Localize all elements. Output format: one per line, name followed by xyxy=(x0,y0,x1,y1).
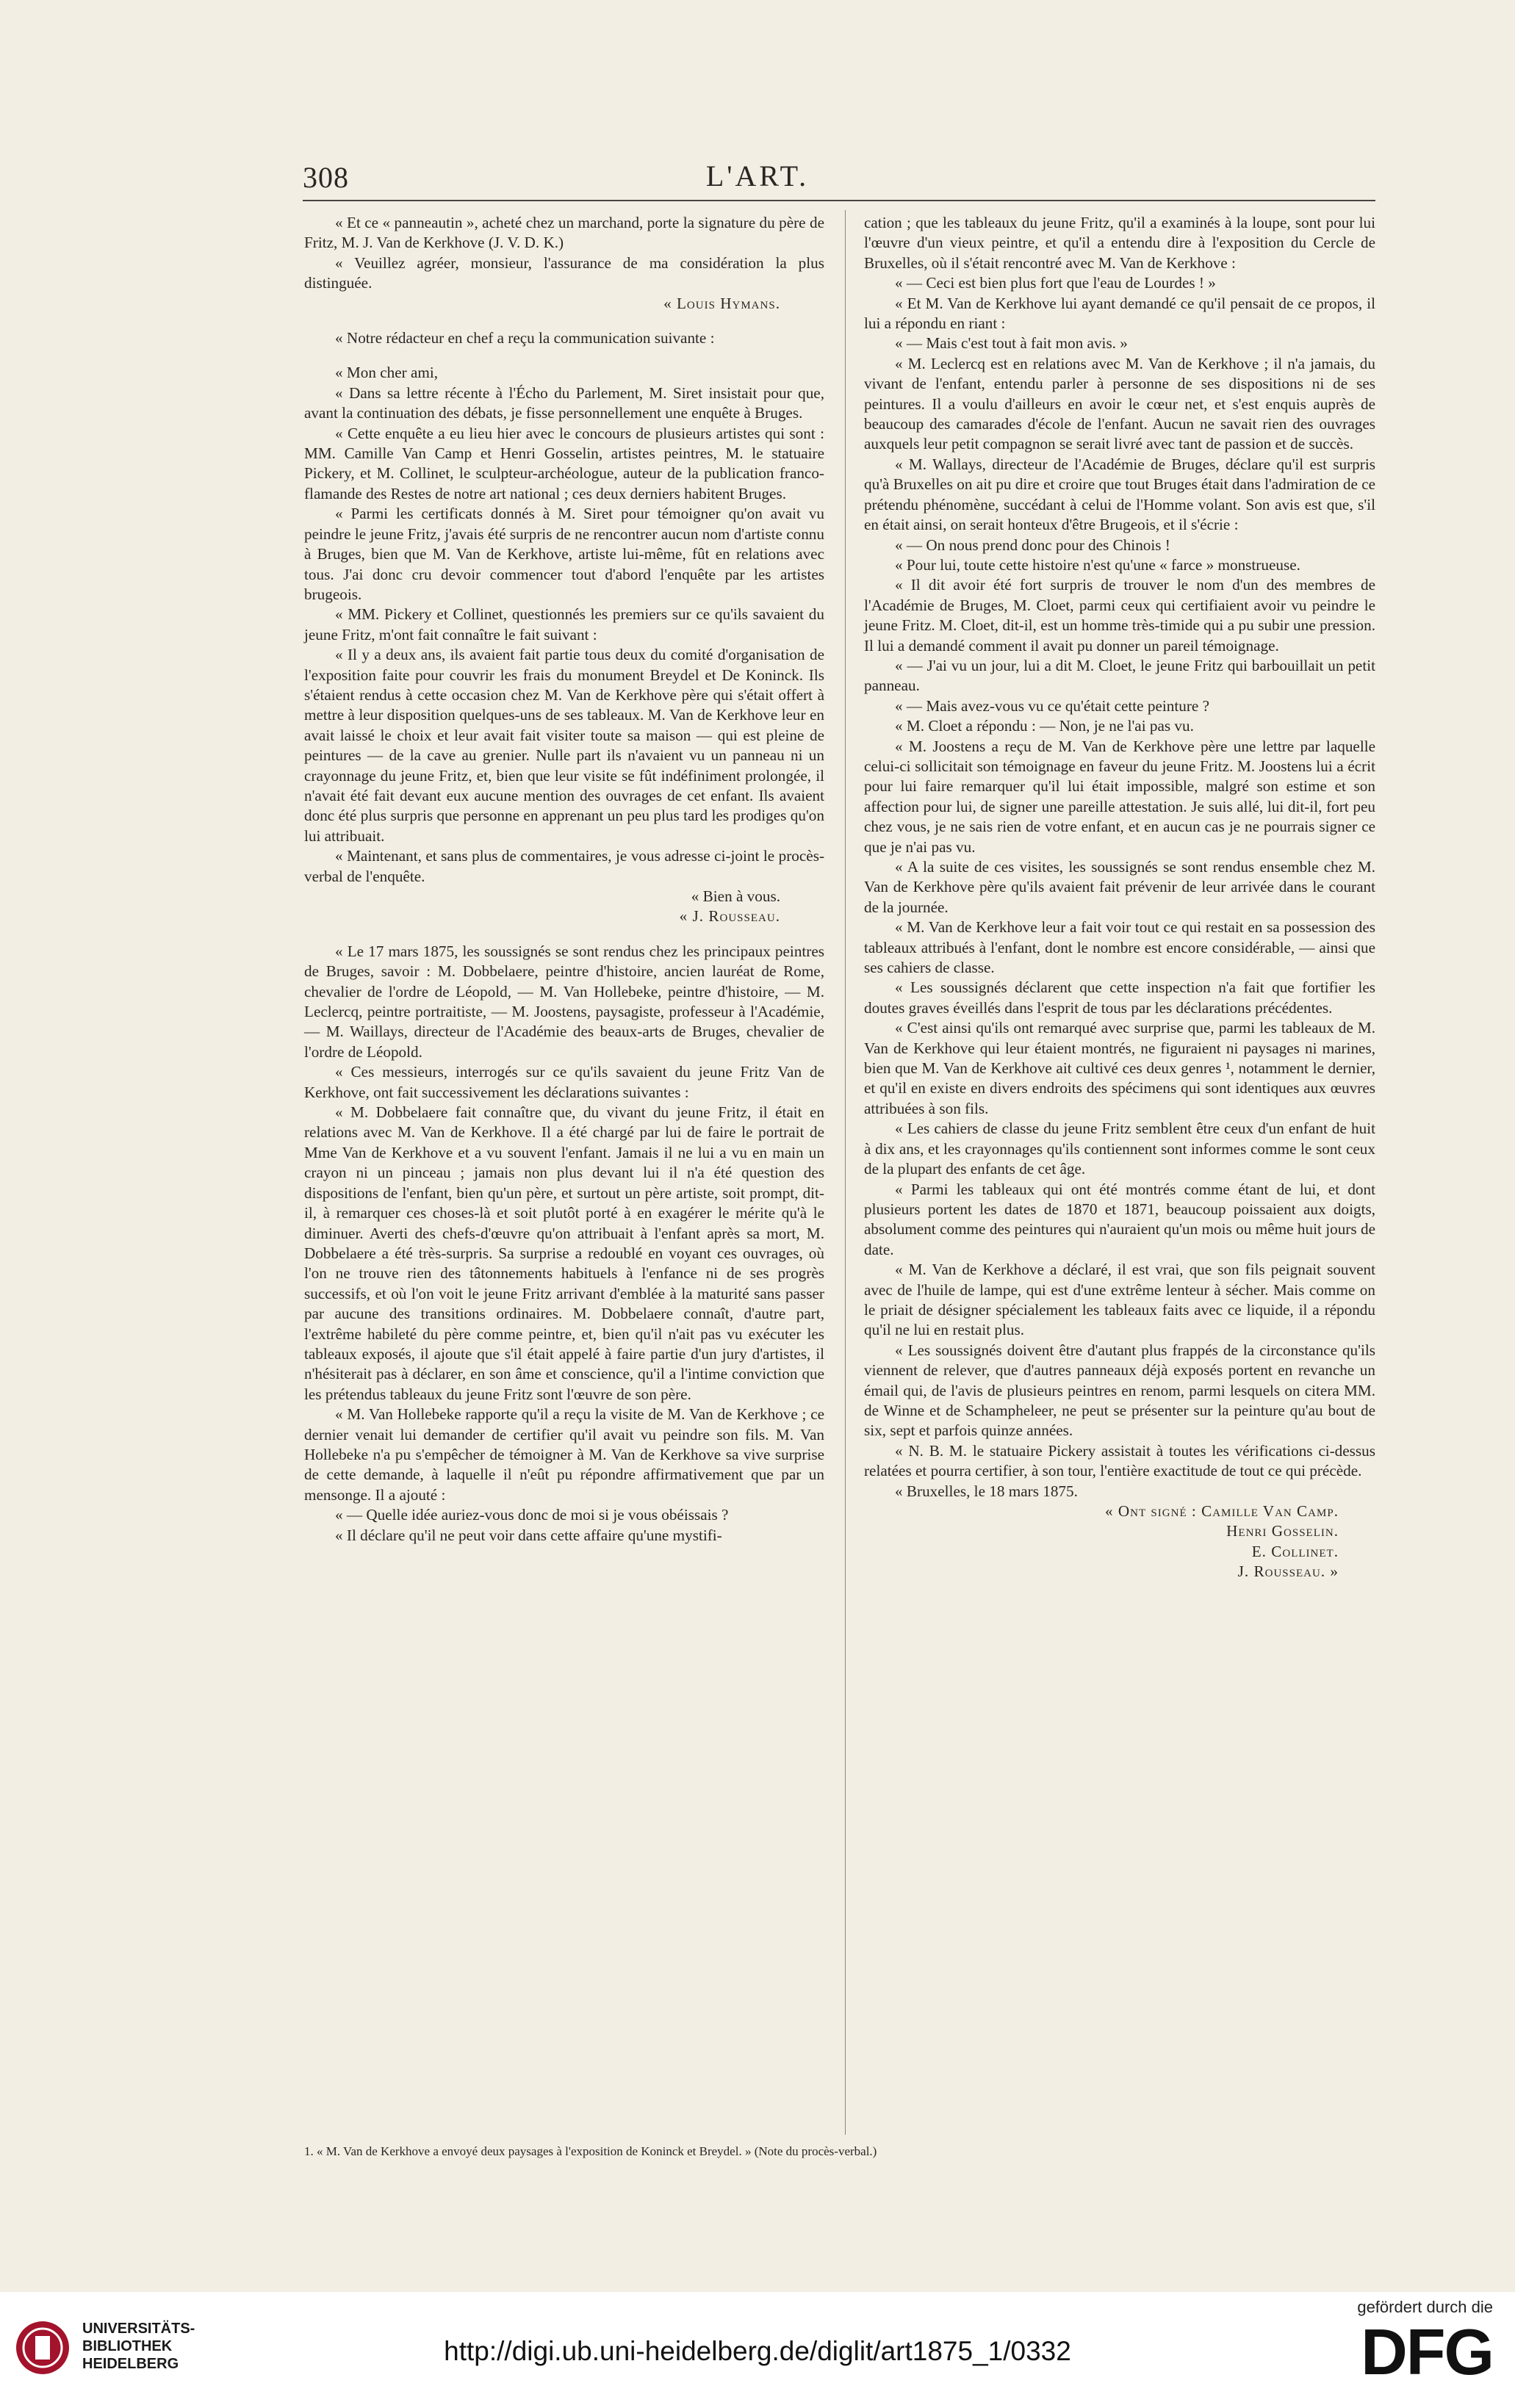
paragraph: « Les soussignés doivent être d'autant plus frappés de la circonstance qu'ils viennent de relever, que d'autres panneaux déjà exposés portent en revanche un émail qui, de l'avis de plusieurs peintres en renom, parmi lesquels on citera MM. de Winne et de Schampheleer, ne peut se présenter sur la peinture qu'au bout de six, sept et parfois quinze années. xyxy=(864,1341,1375,1440)
paragraph: « — J'ai vu un jour, lui a dit M. Cloet, le jeune Fritz qui barbouillait un petit panneau. xyxy=(864,656,1375,695)
column-divider xyxy=(845,210,846,2135)
paragraph: « M. Van de Kerkhove a déclaré, il est vrai, que son fils peignait souvent avec de l'huile de lampe, qui est d'une extrême lenteur à sécher. Mais comme on le priait de désigner spécialement les tableaux faits avec ce liquide, il a répondu qu'il ne lui en restait plus. xyxy=(864,1261,1375,1339)
paragraph: « M. Dobbelaere fait connaître que, du vivant du jeune Fritz, il était en relations avec M. Van de Kerkhove. Il a été chargé par lui de faire le portrait de Mme Van de Kerkhove et a vu souvent l'enfant. Jamais il ne lui a vu en main un crayon ni un pinceau ; jamais non plus devant lui il n'a été question des dispositions de l'enfant, bien qu'un père, et surtout un père artiste, soit prompt, dit-il, à remarquer ces choses-là et soit plutôt porté à en exagérer le mérite qu'à le diminuer. Averti des chefs-d'œuvre qu'on attribuait à l'enfant après sa mort, M. Dobbelaere a été très-surpris. Sa surprise a redoublé en voyant ces ouvrages, où l'on ne trouve rien des tâtonnements habituels à l'enfance ni de ses progrès successifs, et où l'on voit le jeune Fritz arrivant d'emblée à la maturité sans passer par aucune des transitions ordinaires. M. Dobbelaere connaît, d'autre part, l'extrême habileté du père comme peintre, et, bien qu'il n'ait pas vu exécuter les tableaux exposés, il ajoute que s'il était appelé à faire partie d'un jury d'artistes, il n'hésiterait pas à déclarer, en son âme et conscience, qu'il a l'intime conviction que les prétendus tableaux du jeune Fritz sont l'œuvre de son père. xyxy=(304,1103,824,1403)
dateline: « Bruxelles, le 18 mars 1875. xyxy=(895,1482,1078,1500)
paragraph: « M. Van de Kerkhove leur a fait voir tout ce qui restait en sa possession des tableaux attribués à l'enfant, dont le nombre est encore considérable, — ainsi que ses cahiers de classe. xyxy=(864,918,1375,977)
paragraph: « A la suite de ces visites, les soussignés se sont rendus ensemble chez M. Van de Kerkhove père qu'ils avaient fait prévenir de leur arrivée dans le courant de la journée. xyxy=(864,858,1375,916)
footnote: 1. « M. Van de Kerkhove a envoyé deux paysages à l'exposition de Koninck et Breydel. » (Note du procès-verbal.) xyxy=(304,2144,877,2158)
page-number: 308 xyxy=(303,161,349,194)
paragraph: « Veuillez agréer, monsieur, l'assurance de ma considération la plus distinguée. xyxy=(304,253,824,292)
paragraph: « Pour lui, toute cette histoire n'est qu'une « farce » monstrueuse. xyxy=(895,555,1300,574)
signature: « J. Rousseau. xyxy=(679,907,780,926)
paragraph: « C'est ainsi qu'ils ont remarqué avec surprise que, parmi les tableaux de M. Van de Kerkhove qui leur étaient montrés, ne figuraient ni paysages ni marines, bien que M. Van de Kerkhove ait cultivé ces deux genres ¹, notamment le dernier, et qu'il en existe en divers endroits des spécimens qui sont identiques aux œuvres attribuées à son fils. xyxy=(864,1019,1375,1117)
paragraph: « Il dit avoir été fort surpris de trouver le nom d'un des membres de l'Académie de Bruges, M. Cloet, parmi ceux qui certifiaient avoir vu peindre le jeune Fritz. M. Cloet, dit-il, est un homme très-timide qui a pu subir une pression. Il lui a demandé comment il avait pu donner un pareil témoignage. xyxy=(864,576,1375,655)
header-rule xyxy=(303,200,1375,201)
paragraph: cation ; que les tableaux du jeune Fritz, qu'il a examinés à la loupe, sont pour lui l'œuvre d'un vieux peintre, et qu'il a entendu dire à l'exposition du Cercle de Bruxelles, où il s'était rencontré avec M. Van de Kerkhove : xyxy=(864,214,1375,272)
paragraph: « M. Leclercq est en relations avec M. Van de Kerkhove ; il n'a jamais, du vivant de l'enfant, entendu parler à personne de ses dispositions ni de ses peintures. Il a voulu d'ailleurs en avoir le cœur net, et s'est enquis auprès de beaucoup des camarades d'école de l'enfant. Aucun ne savait rien des ouvrages auxquels leur petit compagnon se serait livré avec tant de passion et de succès. xyxy=(864,354,1375,453)
paragraph: « Notre rédacteur en chef a reçu la communication suivante : xyxy=(335,329,715,347)
paragraph: « Cette enquête a eu lieu hier avec le concours de plusieurs artistes qui sont : MM. Camille Van Camp et Henri Gosselin, artistes peintres, M. le statuaire Pickery, et M. Collinet, le sculpteur-archéologue, auteur de la publication franco-flamande des Restes de notre art national ; ces deux derniers habitent Bruges. xyxy=(304,424,824,502)
paragraph: « Dans sa lettre récente à l'Écho du Parlement, M. Siret insistait pour que, avant la continuation des débats, je fisse personnellement une enquête à Bruges. xyxy=(304,383,824,422)
sponsor-text: gefördert durch die xyxy=(1357,2298,1493,2316)
paragraph: « — Ceci est bien plus fort que l'eau de Lourdes ! » xyxy=(895,274,1216,292)
paragraph: « N. B. M. le statuaire Pickery assistait à toutes les vérifications ci-dessus relatées et pourra certifier, à son tour, l'entière exactitude de tout ce qui précède. xyxy=(864,1441,1375,1480)
paragraph: « — Quelle idée auriez-vous donc de moi si je vous obéissais ? xyxy=(335,1506,729,1524)
dfg-logo-icon: DFG xyxy=(1361,2315,1493,2388)
signature: « Louis Hymans. xyxy=(663,294,780,312)
paragraph: « MM. Pickery et Collinet, questionnés les premiers sur ce qu'ils savaient du jeune Fritz, m'ont fait connaître le fait suivant : xyxy=(304,605,824,644)
paragraph: « Les cahiers de classe du jeune Fritz semblent être ceux d'un enfant de huit à dix ans, et les crayonnages qu'ils contiennent sont informes comme le sont ceux de la plupart des enfants de cet âge. xyxy=(864,1120,1375,1178)
source-url[interactable]: http://digi.ub.uni-heidelberg.de/diglit/art1875_1/0332 xyxy=(444,2336,1071,2366)
paragraph: « Il déclare qu'il ne peut voir dans cette affaire qu'une mystifi- xyxy=(335,1526,722,1544)
paragraph: « Ces messieurs, interrogés sur ce qu'ils savaient du jeune Fritz Van de Kerkhove, ont fait successivement les déclarations suivantes : xyxy=(304,1063,824,1101)
signatory: J. Rousseau. » xyxy=(1237,1562,1339,1581)
closing: « Bien à vous. xyxy=(691,887,780,905)
left-column xyxy=(304,213,824,1546)
sponsor-logo[interactable] xyxy=(1287,2298,1493,2401)
running-head: L'ART. xyxy=(705,159,810,192)
paragraph: « — On nous prend donc pour des Chinois ! xyxy=(895,536,1170,554)
library-name: UNIVERSITÄTS- BIBLIOTHEK HEIDELBERG xyxy=(82,2321,195,2372)
paragraph: « M. Joostens a reçu de M. Van de Kerkhove père une lettre par laquelle celui-ci sollicitait son témoignage en faveur du jeune Fritz. M. Joostens lui a écrit pour lui faire remarquer qu'il lui était impossible, malgré son estime et son affection pour lui, de signer une pareille attestation. Je suis allé, lui dit-il, fort peu chez vous, je ne sais rien de votre enfant, et en aucun cas je ne pourrais signer ce que je n'ai pas vu. xyxy=(864,737,1375,856)
paragraph: « M. Van Hollebeke rapporte qu'il a reçu la visite de M. Van de Kerkhove ; ce dernier venait lui demander de certifier qu'il avait vu peindre son fils. M. Van Hollebeke n'a pu s'empêcher de témoigner à M. Van de Kerkhove sa vive surprise de cette demande, à laquelle il n'eût pu répondre affirmativement que par un mensonge. Il a ajouté : xyxy=(304,1405,824,1504)
signatory: « Ont signé : Camille Van Camp. xyxy=(1104,1502,1339,1520)
paragraph: « Parmi les certificats donnés à M. Siret pour témoigner qu'on avait vu peindre le jeune Fritz, j'avais été surpris de ne rencontrer aucun nom d'artiste connu à Bruges, bien que M. Van de Kerkhove, artiste lui-même, fût en relations avec tous. J'ai donc cru devoir commencer tout d'abord l'enquête par les artistes brugeois. xyxy=(304,505,824,603)
paragraph: « — Mais avez-vous vu ce qu'était cette peinture ? xyxy=(895,696,1209,715)
paragraph: « Parmi les tableaux qui ont été montrés comme étant de lui, et dont plusieurs portent les dates de 1870 et 1871, beaucoup poissaient aux doigts, absolument comme des peintures qui n'auraient qu'un mois ou même huit jours de date. xyxy=(864,1180,1375,1258)
signatory: Henri Gosselin. xyxy=(1226,1522,1339,1540)
paragraph: « Maintenant, et sans plus de commentaires, je vous adresse ci-joint le procès-verbal de l'enquête. xyxy=(304,847,824,885)
paragraph: « M. Cloet a répondu : — Non, je ne l'ai pas vu. xyxy=(895,717,1194,735)
right-column xyxy=(864,213,1375,1582)
paragraph: « Et M. Van de Kerkhove lui ayant demandé ce qu'il pensait de ce propos, il lui a répondu en riant : xyxy=(864,294,1375,333)
paragraph: « Il y a deux ans, ils avaient fait partie tous deux du comité d'organisation de l'exposition faite pour couvrir les frais du monument Breydel et De Koninck. Ils s'étaient rendus à cette occasion chez M. Van de Kerkhove père qui s'était offert à mettre à leur disposition quelques-uns de ses tableaux. M. Van de Kerkhove leur en avait laissé le choix et leur avait fait visiter toute sa maison — qui est pleine de peintures — de la cave au grenier. Nulle part ils n'avaient vu un panneau ni un crayonnage du jeune Fritz, et, bien que leur visite se fût indéfiniment prolongée, il n'avait été fait devant eux aucune mention des ouvrages de cet enfant. Ils avaient donc été plus surpris que personne en apprenant un peu plus tard les prodiges qu'on lui attribuait. xyxy=(304,646,824,845)
paragraph: « — Mais c'est tout à fait mon avis. » xyxy=(895,334,1128,353)
salutation: « Mon cher ami, xyxy=(335,364,439,382)
paragraph: « Et ce « panneautin », acheté chez un marchand, porte la signature du père de Fritz, M. J. Van de Kerkhove (J. V. D. K.) xyxy=(304,214,824,252)
paragraph: « M. Wallays, directeur de l'Académie de Bruges, déclare qu'il est surpris qu'à Bruxelles on ait pu dire et croire que tout Bruges était dans l'admiration de ce prétendu phénomène, succédant à celui de l'Homme volant. Son avis est que, s'il en était ainsi, on serait honteux d'être Brugeois, et il s'écrie : xyxy=(864,455,1375,534)
paragraph: « Les soussignés déclarent que cette inspection n'a fait que fortifier les doutes graves éveillés dans l'esprit de tous par les déclarations précédentes. xyxy=(864,978,1375,1017)
signatory: E. Collinet. xyxy=(1251,1542,1339,1560)
paragraph: « Le 17 mars 1875, les soussignés se sont rendus chez les principaux peintres de Bruges, savoir : M. Dobbelaere, peintre d'histoire, ancien lauréat de Rome, chevalier de l'ordre de Léopold, — M. Van Hollebeke, peintre d'histoire, — M. Leclercq, peintre portraitiste, — M. Joostens, paysagiste, professeur à l'Académie, — M. Waillays, directeur de l'Académie des beaux-arts de Bruges, chevalier de l'ordre de Léopold. xyxy=(304,942,824,1061)
